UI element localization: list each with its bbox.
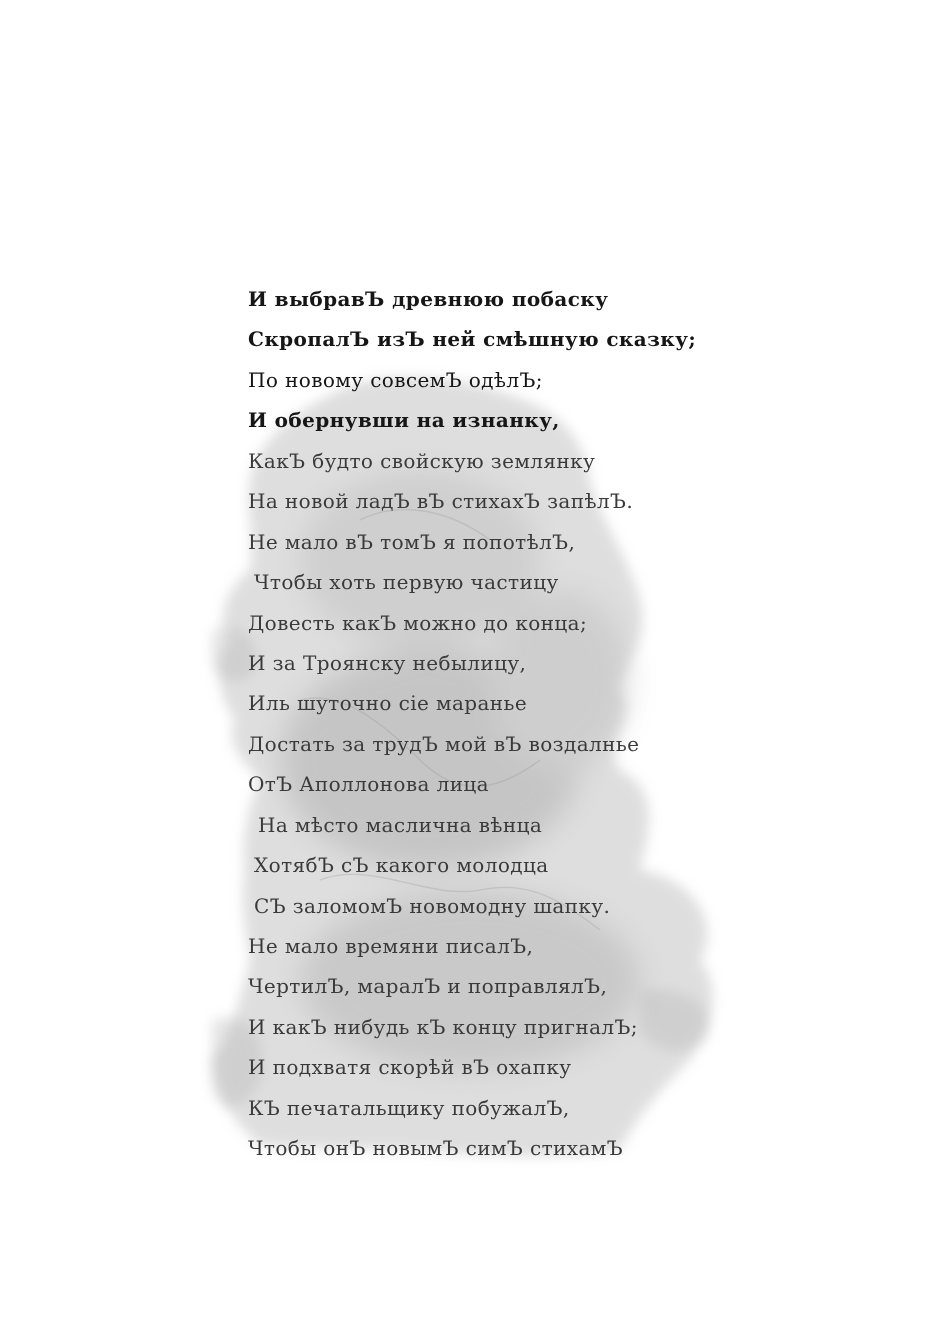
poem-line: Чтобы хоть первую частицу — [254, 570, 559, 595]
poem-line: Не мало вЪ томЪ я попотѣлЪ, — [248, 529, 576, 554]
poem-line: Иль шуточно сіе маранье — [248, 691, 528, 716]
poem-line: На мѣсто масличнa вѣнца — [258, 812, 543, 837]
poem-line: И за Троянску небылицу, — [248, 650, 527, 675]
poem-line: Достать за трудЪ мой вЪ воздалнье — [248, 731, 640, 756]
poem-line: Не мало времяни писалЪ, — [248, 934, 534, 958]
poem-line: И подхватя скорѣй вЪ охапку — [248, 1055, 572, 1080]
poem-line: И выбравЪ древнюю побаску — [248, 287, 609, 311]
poem-line: КЪ печатальщику побужалЪ, — [248, 1095, 570, 1120]
poem-line: ХотябЪ сЪ какого молодца — [254, 853, 549, 878]
poem-line: КакЪ будто свойскую землянку — [248, 448, 596, 473]
poem-line: Чтобы онЪ новымЪ симЪ стихамЪ — [248, 1136, 624, 1161]
poem-text — [248, 283, 768, 1173]
poem-line: СкропалЪ изЪ ней смѣшную сказку; — [248, 327, 697, 352]
poem-line: И какЪ нибудь кЪ концу пригналЪ; — [248, 1014, 638, 1039]
poem-line: Довесть какЪ можно до конца; — [248, 610, 588, 635]
poem-line: ЧертилЪ, маралЪ и поправлялЪ, — [248, 974, 608, 999]
poem-line: По новому совсемЪ одѣлЪ; — [248, 367, 543, 392]
poem-line: СЪ заломомЪ новомодну шапку. — [254, 893, 611, 918]
poem-line: И обернувши на изнанку, — [248, 408, 560, 433]
poem-line: На новой ладЪ вЪ стихахЪ запѣлЪ. — [248, 489, 634, 514]
poem-line: ОтЪ Аполлонова лица — [248, 772, 490, 797]
